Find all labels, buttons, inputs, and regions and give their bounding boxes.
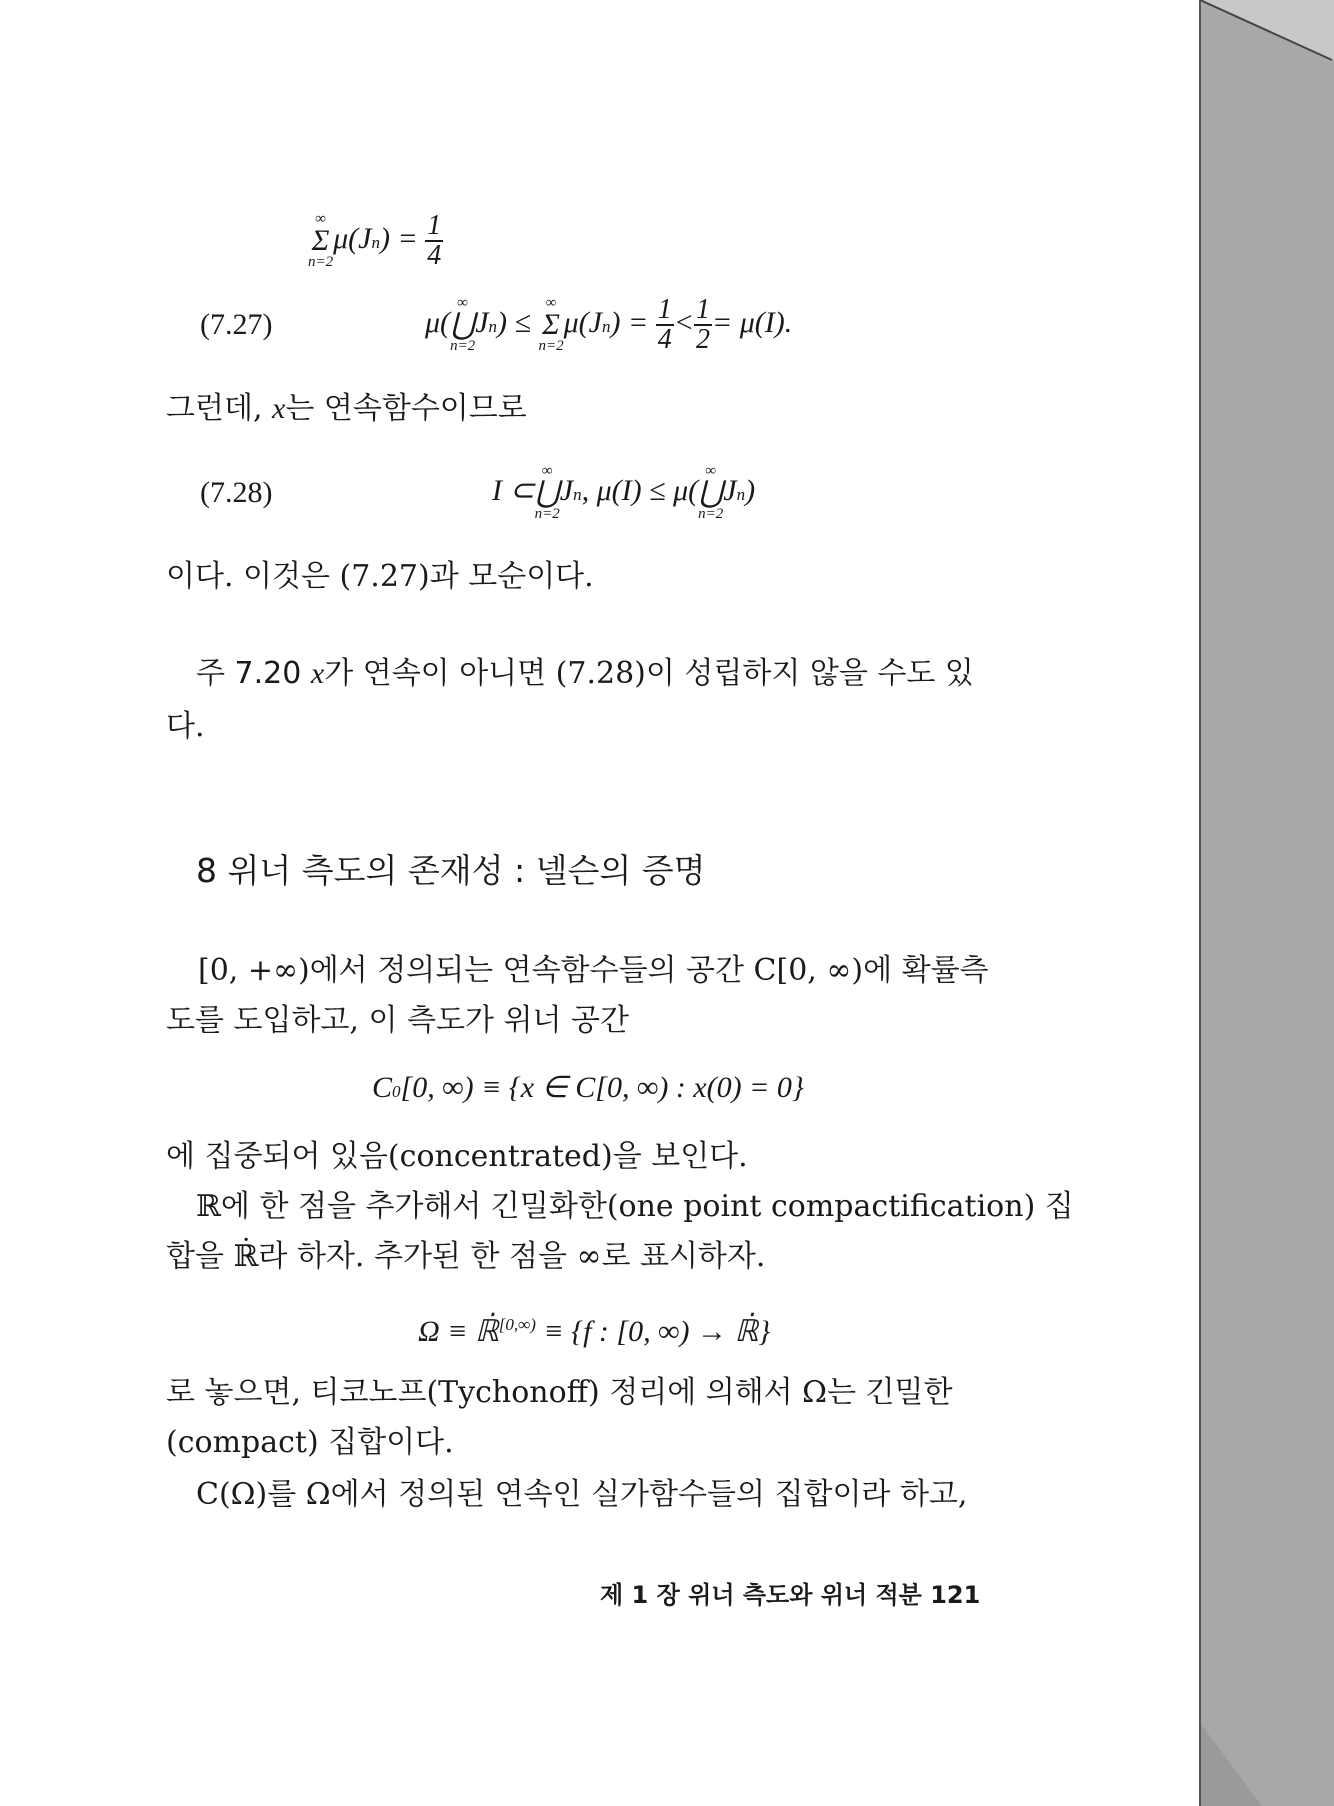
paragraph-2: 에 집중되어 있음(concentrated)을 보인다. bbox=[166, 1139, 748, 1174]
paragraph-4-line1: 로 놓으면, 티코노프(Tychonoff) 정리에 의해서 Ω는 긴밀한 bbox=[166, 1375, 953, 1410]
equation-7-28-label: (7.28) bbox=[200, 476, 273, 509]
paragraph-4-line2: (compact) 집합이다. bbox=[166, 1425, 454, 1460]
text-then-continuous: 그런데, x는 연속함수이므로 bbox=[166, 391, 527, 426]
paragraph-5: C(Ω)를 Ω에서 정의된 연속인 실가함수들의 집합이라 하고, bbox=[196, 1477, 968, 1512]
paragraph-3-line1: ℝ에 한 점을 추가해서 긴밀화한(one point compactification) 집 bbox=[196, 1189, 1074, 1224]
chapter-title: 제 1 장 위너 측도와 위너 적분 bbox=[600, 1581, 922, 1609]
page-footer bbox=[600, 1576, 980, 1614]
remark-7-20-line1: 주 7.20 x가 연속이 아니면 (7.28)이 성립하지 않을 수도 있 bbox=[196, 656, 974, 691]
equation-7-27: μ( ∞ ⋃ n=2 Jn) ≤ ∞ Σ n=2 μ(Jn) = $\frac{1}{4}$ < $\frac{1}{2}$ = μ(I). bbox=[425, 294, 793, 355]
paragraph-1-line1: [0, +∞)에서 정의되는 연속함수들의 공간 C[0, ∞)에 확률측 bbox=[198, 953, 989, 988]
section-heading: 8 위너 측도의 존재성 : 넬슨의 증명 bbox=[196, 851, 706, 890]
page-spine-shade bbox=[1198, 0, 1334, 1806]
page-number: 121 bbox=[930, 1581, 981, 1609]
equation-wiener-space: C0[0, ∞) ≡ {x ∈ C[0, ∞) : x(0) = 0} bbox=[372, 1071, 804, 1104]
equation-sum-mu: ∞ Σ n=2 μ(Jn) = $\frac{1}{4}$ bbox=[308, 210, 442, 271]
equation-7-27-label: (7.27) bbox=[200, 308, 273, 341]
text-contradiction: 이다. 이것은 (7.27)과 모순이다. bbox=[166, 559, 594, 594]
remark-7-20-line2: 다. bbox=[166, 709, 205, 744]
equation-omega: Ω ≡ ℝ̇$^{[0,\infty)}$ ≡ {f : [0, ∞) → ℝ̇} bbox=[418, 1315, 771, 1348]
equation-7-28: I ⊂ ∞ ⋃ n=2 Jn, μ(I) ≤ μ( ∞ ⋃ n=2 Jn) bbox=[492, 463, 756, 522]
paragraph-1-line2: 도를 도입하고, 이 측도가 위너 공간 bbox=[166, 1003, 629, 1038]
paragraph-3-line2: 합을 ℝ̇라 하자. 추가된 한 점을 ∞로 표시하자. bbox=[166, 1239, 766, 1274]
